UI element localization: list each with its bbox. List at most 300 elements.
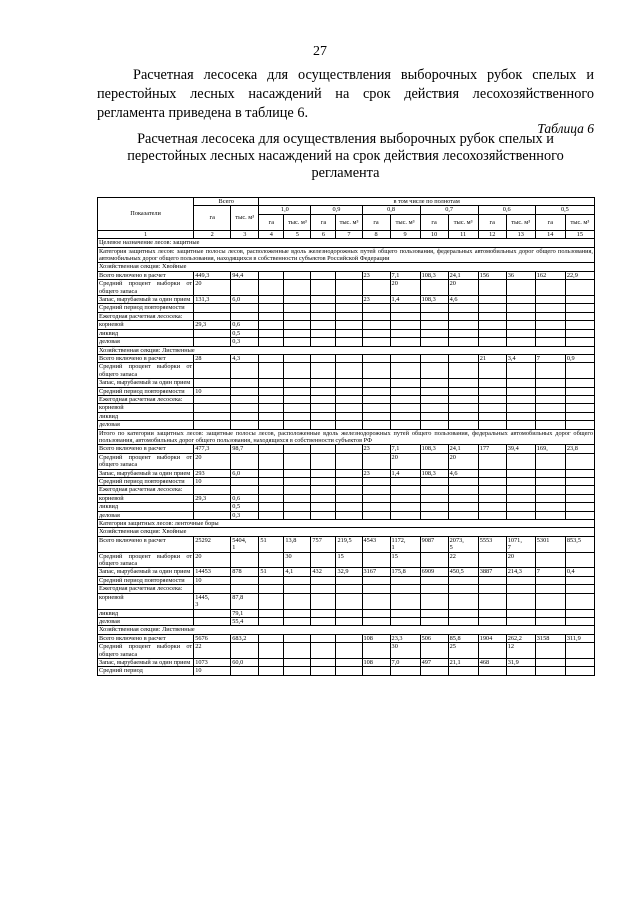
table-cell: 32,9 [336,568,362,576]
table-cell [194,338,231,346]
table-cell: 4,3 [231,354,259,362]
table-cell: 30 [284,552,311,568]
table-cell: 0,6 [231,321,259,329]
table-cell: 169, [535,445,565,453]
table-cell: 6,0 [231,296,259,304]
table-cell [448,321,478,329]
table-cell [420,593,448,609]
table-cell [336,354,362,362]
row-label: Ежегодная расчетная лесосека: [98,395,194,403]
table-cell [390,379,420,387]
table-cell: 432 [311,568,336,576]
table-cell [336,321,362,329]
table-cell [478,576,506,584]
table-cell: 39,4 [506,445,535,453]
table-cell [448,363,478,379]
table-cell [362,585,390,593]
table-cell [336,593,362,609]
table-cell [362,453,390,469]
table-cell [284,576,311,584]
table-cell [478,421,506,429]
table-cell [448,395,478,403]
table-cell [284,469,311,477]
table-cell [420,511,448,519]
column-number: 3 [231,230,259,238]
table-cell [259,658,284,666]
column-number: 1 [98,230,194,238]
table-cell [311,387,336,395]
table-cell [420,486,448,494]
table-row [98,379,595,387]
column-number: 10 [420,230,448,238]
table-cell [336,412,362,420]
table-cell [448,617,478,625]
table-cell [336,658,362,666]
table-row [98,511,595,519]
table-cell [535,658,565,666]
table-cell [194,617,231,625]
column-number: 9 [390,230,420,238]
table-cell [311,271,336,279]
table-cell: 9087 [420,536,448,552]
table-cell: 28 [194,354,231,362]
table-cell [390,312,420,320]
table-cell: 477,3 [194,445,231,453]
table-cell [284,609,311,617]
table-cell [284,585,311,593]
table-cell [478,296,506,304]
table-cell [565,593,594,609]
table-cell: 29,3 [194,494,231,502]
table-cell [311,321,336,329]
table-cell [535,321,565,329]
table-cell [506,321,535,329]
table-cell [336,503,362,511]
table-row [98,486,595,494]
table-cell [420,280,448,296]
table-cell: 3,4 [506,354,535,362]
table-row [98,338,595,346]
table-cell [194,363,231,379]
table-cell [259,329,284,337]
table-cell [259,395,284,403]
table-cell [478,453,506,469]
table-cell [311,552,336,568]
table-cell [565,312,594,320]
table-cell [478,494,506,502]
table-cell [535,363,565,379]
table-cell [231,412,259,420]
table-cell [231,453,259,469]
table-cell [565,643,594,659]
header-unit-ha: га [311,214,336,230]
table-cell [231,387,259,395]
table-cell [535,453,565,469]
table-cell [535,296,565,304]
table-cell [506,363,535,379]
section-title: Хозяйственная секция: Лиственные [98,626,595,634]
table-cell [565,609,594,617]
table-cell [194,412,231,420]
table-cell [535,552,565,568]
table-cell [284,412,311,420]
table-cell [231,576,259,584]
table-cell [506,511,535,519]
table-cell: 0,6 [231,494,259,502]
column-number: 8 [362,230,390,238]
table-cell [362,643,390,659]
table-cell [565,469,594,477]
table-cell [284,486,311,494]
column-number: 5 [284,230,311,238]
table-cell: 2073, 5 [448,536,478,552]
table-cell [506,329,535,337]
row-label: Всего включено в расчет [98,271,194,279]
table-cell: 25292 [194,536,231,552]
table-cell [506,296,535,304]
table-cell [311,296,336,304]
table-cell [420,494,448,502]
table-cell [311,312,336,320]
table-cell [565,404,594,412]
table-cell [194,304,231,312]
table-cell [535,503,565,511]
table-cell [535,304,565,312]
table-cell [420,609,448,617]
section-title: Хозяйственная секция: Хвойные [98,263,595,271]
table-cell [565,421,594,429]
table-cell [478,379,506,387]
table-cell [259,412,284,420]
table-cell [420,304,448,312]
table-cell [311,609,336,617]
table-cell [336,304,362,312]
table-cell [231,379,259,387]
table-cell [259,478,284,486]
table-cell [362,387,390,395]
header-by-density: в том числе по полнотам [259,198,595,206]
table-cell [448,354,478,362]
table-cell [231,395,259,403]
table-cell: 1073 [194,658,231,666]
table-cell: 36 [506,271,535,279]
table-cell [420,412,448,420]
table-cell [362,379,390,387]
table-cell: 10 [194,387,231,395]
column-number: 6 [311,230,336,238]
table-cell [311,469,336,477]
table-cell [284,363,311,379]
table-cell [565,617,594,625]
table-cell [565,453,594,469]
table-cell: 108,3 [420,445,448,453]
section-row [98,626,595,634]
table-cell [478,469,506,477]
table-cell [259,379,284,387]
row-label: деловая [98,617,194,625]
table-cell [362,552,390,568]
table-cell: 20 [390,280,420,296]
table-cell: 1445, 3 [194,593,231,609]
table-row [98,404,595,412]
table-cell [506,304,535,312]
section-row [98,520,595,528]
table-row [98,609,595,617]
table-cell [336,617,362,625]
table-cell [362,363,390,379]
table-cell [336,312,362,320]
table-cell [336,585,362,593]
table-cell [535,329,565,337]
table-cell: 449,3 [194,271,231,279]
intro-paragraph: Расчетная лесосека для осуществления выборочных рубок спелых и перестойных лесных насаждений на срок действия лесохозяйственного регламента приведена в таблице 6. [97,67,594,121]
table-cell [311,329,336,337]
row-label: деловая [98,338,194,346]
table-cell: 29,3 [194,321,231,329]
table-cell [311,354,336,362]
header-unit-m3: тыс. м³ [506,214,535,230]
table-cell [194,312,231,320]
header-unit-m3: тыс. м³ [231,206,259,230]
table-cell: 757 [311,536,336,552]
table-cell: 23 [362,445,390,453]
table-cell [284,593,311,609]
table-cell [336,643,362,659]
table-cell [194,379,231,387]
table-row [98,658,595,666]
table-cell [535,387,565,395]
table-cell: 25 [448,643,478,659]
header-total: Всего [194,198,259,206]
table-cell [420,421,448,429]
table-cell [336,379,362,387]
table-cell [311,643,336,659]
header-density: 0,7 [420,206,478,214]
table-cell [259,271,284,279]
table-cell [284,387,311,395]
table-cell [362,338,390,346]
column-number: 4 [259,230,284,238]
table-cell: 21,1 [448,658,478,666]
table-cell [284,658,311,666]
table-cell: 79,1 [231,609,259,617]
table-cell [390,511,420,519]
column-number: 15 [565,230,594,238]
table-cell: 22 [194,643,231,659]
table-cell [259,634,284,642]
table-cell [478,552,506,568]
table-cell: 219,5 [336,536,362,552]
row-label: ликвид [98,412,194,420]
table-cell: 51 [259,568,284,576]
table-row [98,271,595,279]
table-cell: 878 [231,568,259,576]
table-cell: 3887 [478,568,506,576]
table-cell [362,593,390,609]
column-numbers-row [98,230,595,238]
table-cell: 10 [194,576,231,584]
table-cell [259,280,284,296]
row-label: Средний период повторяемости [98,304,194,312]
table-cell: 5676 [194,634,231,642]
table-cell [565,552,594,568]
table-cell [336,494,362,502]
table-cell [259,387,284,395]
table-cell: 24,1 [448,445,478,453]
table-cell [284,404,311,412]
table-cell [448,404,478,412]
table-cell [284,354,311,362]
table-cell [284,379,311,387]
table-cell [535,593,565,609]
table-cell [284,280,311,296]
table-cell [362,304,390,312]
table-body [98,239,595,676]
table-cell [535,576,565,584]
table-cell [311,576,336,584]
table-cell [259,453,284,469]
table-cell: 156 [478,271,506,279]
section-title: Категория защитных лесов: ленточные боры [98,520,595,528]
table-cell [336,445,362,453]
table-cell [420,478,448,486]
table-cell: 14453 [194,568,231,576]
table-cell: 683,2 [231,634,259,642]
table-cell [284,445,311,453]
table-cell [565,667,594,675]
table-cell [448,609,478,617]
table-cell: 108,3 [420,296,448,304]
table-cell [448,412,478,420]
table-cell [194,486,231,494]
table-cell [362,354,390,362]
table-cell [448,304,478,312]
table-cell [448,379,478,387]
table-cell [284,296,311,304]
table-cell [231,643,259,659]
table-cell [362,617,390,625]
table-cell: 23 [362,271,390,279]
table-cell: 24,1 [448,271,478,279]
table-cell [478,643,506,659]
row-label: Средний период повторяемости [98,576,194,584]
table-cell [231,478,259,486]
table-row [98,387,595,395]
table-cell [535,280,565,296]
table-cell [194,585,231,593]
table-cell [506,617,535,625]
table-cell [448,387,478,395]
table-row [98,494,595,502]
table-cell: 20 [506,552,535,568]
table-cell [390,421,420,429]
table-cell [311,280,336,296]
table-cell [565,658,594,666]
table-cell [506,593,535,609]
table-cell [565,503,594,511]
table-cell [284,271,311,279]
table-cell [259,354,284,362]
table-cell: 15 [336,552,362,568]
table-cell [506,395,535,403]
table-cell [284,643,311,659]
table-cell [194,511,231,519]
table-cell [311,379,336,387]
table-cell: 468 [478,658,506,666]
table-cell [194,404,231,412]
table-cell [390,354,420,362]
table-cell: 1172, 1 [390,536,420,552]
column-number: 12 [478,230,506,238]
table-cell [448,511,478,519]
table-cell [194,609,231,617]
table-cell: 3158 [535,634,565,642]
table-cell [420,321,448,329]
table-cell: 5404, 1 [231,536,259,552]
table-cell [311,404,336,412]
table-cell: 4,6 [448,469,478,477]
table-cell: 20 [194,280,231,296]
row-label: деловая [98,511,194,519]
table-cell [420,453,448,469]
table-cell [311,511,336,519]
header-unit-ha: га [535,214,565,230]
header-unit-m3: тыс. м³ [448,214,478,230]
section-row [98,346,595,354]
table-cell [506,280,535,296]
table-cell [362,494,390,502]
table-cell [565,511,594,519]
table-cell: 7 [535,354,565,362]
table-cell [535,412,565,420]
table-cell: 4,6 [448,296,478,304]
table-cell [362,312,390,320]
table-cell: 177 [478,445,506,453]
table-row [98,503,595,511]
table-cell: 853,5 [565,536,594,552]
row-label: Запас, вырубаемый за один прием [98,658,194,666]
table-cell [478,280,506,296]
table-cell: 15 [390,552,420,568]
table-cell [284,494,311,502]
table-cell [535,617,565,625]
table-cell [506,412,535,420]
table-cell [478,609,506,617]
header-unit-m3: тыс. м³ [336,214,362,230]
table-cell [311,421,336,429]
table-cell: 12 [506,643,535,659]
table-cell [478,321,506,329]
table-cell [535,511,565,519]
table-cell: 108 [362,658,390,666]
table-cell: 162 [535,271,565,279]
table-cell: 3167 [362,568,390,576]
table-cell: 5553 [478,536,506,552]
table-row [98,585,595,593]
table-cell: 293 [194,469,231,477]
header-unit-m3: тыс. м³ [284,214,311,230]
table-cell: 175,8 [390,568,420,576]
header-unit-ha: га [194,206,231,230]
table-row [98,536,595,552]
table-cell: 7,1 [390,271,420,279]
table-cell [390,321,420,329]
table-cell [506,667,535,675]
table-cell [448,576,478,584]
table-cell [506,576,535,584]
table-cell [194,329,231,337]
table-caption: Расчетная лесосека для осуществления выборочных рубок спелых и перестойных лесных насаждений на срок действия лесохозяйственного регламента [127,131,564,181]
